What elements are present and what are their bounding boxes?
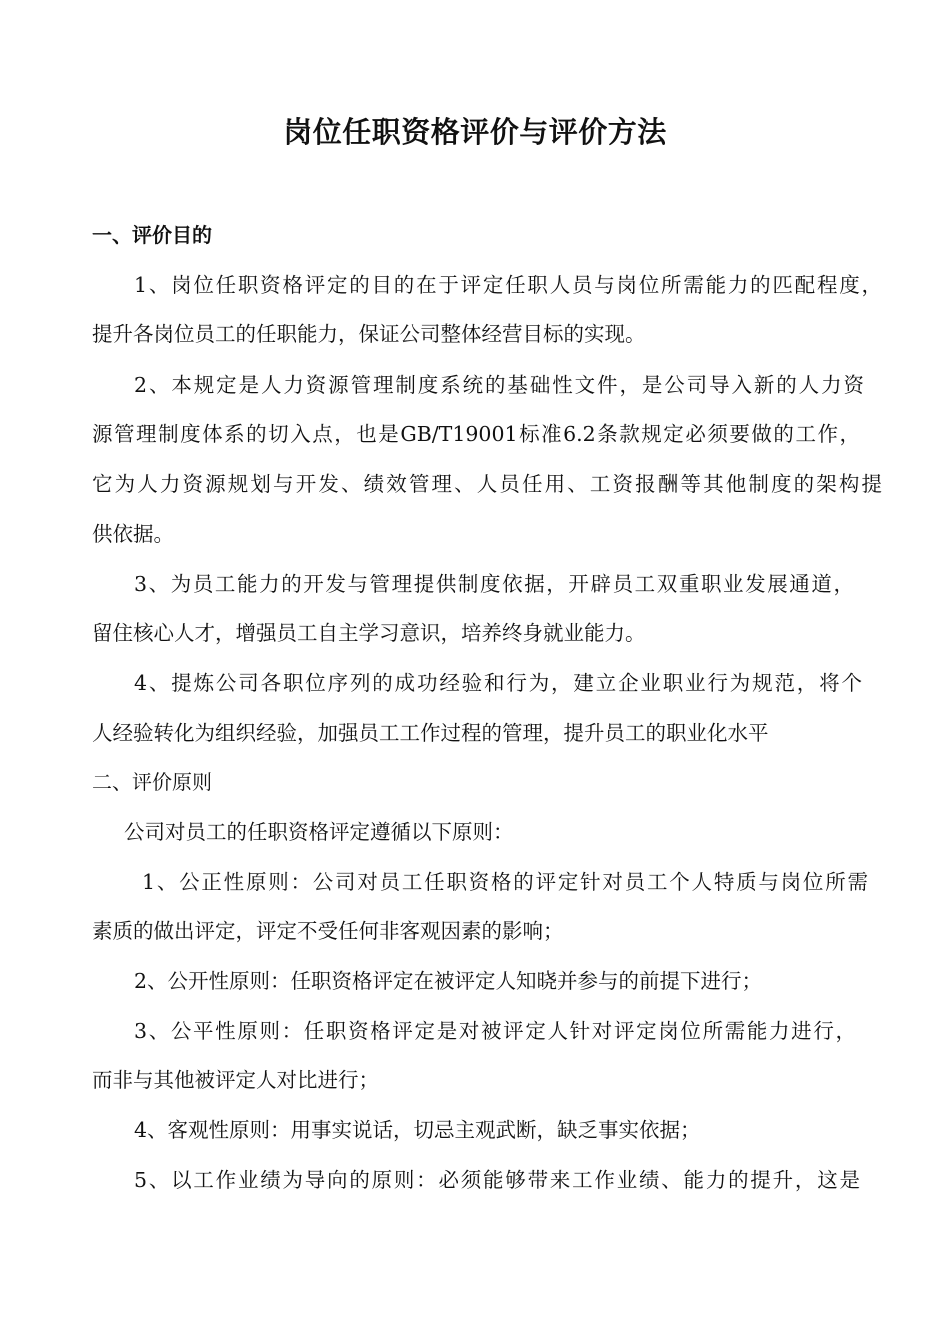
section-heading-purpose: 一、评价目的 [92, 223, 212, 247]
paragraph-line: 1、岗位任职资格评定的目的在于评定任职人员与岗位所需能力的匹配程度， [134, 273, 882, 297]
paragraph-line: 2、本规定是人力资源管理制度系统的基础性文件，是公司导入新的人力资 [134, 373, 864, 397]
paragraph-line: 人经验转化为组织经验，加强员工工作过程的管理，提升员工的职业化水平 [92, 721, 769, 745]
paragraph-line: 而非与其他被评定人对比进行； [92, 1068, 379, 1092]
paragraph-line: 3、公平性原则：任职资格评定是对被评定人针对评定岗位所需能力进行， [134, 1019, 856, 1043]
paragraph-line: 5、以工作业绩为导向的原则：必须能够带来工作业绩、能力的提升，这是 [134, 1168, 860, 1192]
section-heading-principles: 二、评价原则 [92, 770, 212, 794]
document-title: 岗位任职资格评价与评价方法 [283, 115, 667, 149]
paragraph-line: 公司对员工的任职资格评定遵循以下原则： [124, 820, 514, 844]
paragraph-line: 留住核心人才，增强员工自主学习意识，培养终身就业能力。 [92, 621, 646, 645]
paragraph-line: 2、公开性原则：任职资格评定在被评定人知晓并参与的前提下进行； [134, 969, 763, 993]
paragraph-line: 1、公正性原则：公司对员工任职资格的评定针对员工个人特质与岗位所需 [142, 870, 868, 894]
paragraph-line: 3、为员工能力的开发与管理提供制度依据，开辟员工双重职业发展通道， [134, 572, 854, 596]
paragraph-line: 它为人力资源规划与开发、绩效管理、人员任用、工资报酬等其他制度的架构提 [92, 472, 882, 496]
paragraph-line: 4、提炼公司各职位序列的成功经验和行为，建立企业职业行为规范，将个 [134, 671, 862, 695]
paragraph-line: 源管理制度体系的切入点，也是GB/T19001标准6.2条款规定必须要做的工作， [92, 422, 860, 446]
paragraph-line: 提升各岗位员工的任职能力，保证公司整体经营目标的实现。 [92, 322, 646, 346]
paragraph-line: 4、客观性原则：用事实说话，切忌主观武断，缺乏事实依据； [134, 1118, 701, 1142]
paragraph-line: 供依据。 [92, 522, 174, 546]
paragraph-line: 素质的做出评定，评定不受任何非客观因素的影响； [92, 919, 564, 943]
